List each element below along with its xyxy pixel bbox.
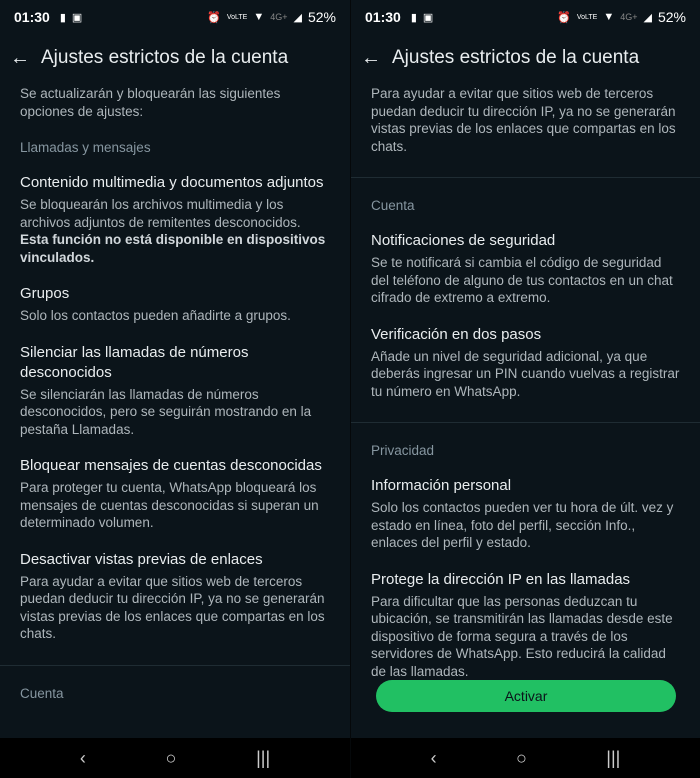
setting-item-personal-info [371, 476, 680, 552]
setting-item-media [20, 173, 330, 266]
setting-item-block-messages [20, 456, 330, 532]
setting-desc: Para ayudar a evitar que sitios web de terceros puedan deducir tu dirección IP, ya no se generarán vistas previas de los enlaces que compartas en los chats. [371, 86, 676, 154]
setting-title: Contenido multimedia y documentos adjuntos [20, 174, 324, 191]
setting-title: Desactivar vistas previas de enlaces [20, 550, 263, 568]
section-account: Cuenta [20, 685, 64, 701]
wifi-icon: ▼ [603, 11, 615, 23]
setting-desc: Se silenciarán las llamadas de números desconocidos, pero se seguirán mostrando en la pestaña Llamadas. [20, 386, 312, 437]
settings-list[interactable] [351, 80, 700, 738]
volte-icon: VoLTE [576, 13, 598, 21]
nav-bar [0, 738, 350, 778]
setting-item-two-step [371, 325, 680, 401]
setting-desc: Para dificultar que las personas deduzcan tu ubicación, se transmitirán las llamadas desde este dispositivo de forma segura a través de los servidores de WhatsApp. Esto reducirá la calidad de las llamadas. [371, 593, 673, 679]
alarm-icon: ⏰ [557, 11, 571, 24]
nav-recents-icon[interactable]: ||| [256, 747, 271, 768]
status-time: 01:30 [365, 9, 401, 25]
screen-icon: ▣ [422, 11, 434, 24]
setting-desc: Añade un nivel de seguridad adicional, ya que deberás ingresar un PIN cuando vuelvas a registrar tu número en WhatsApp. [371, 348, 680, 399]
divider [0, 665, 350, 666]
setting-desc: Se bloquearán los archivos multimedia y los archivos adjuntos de remitentes desconocidos. [20, 197, 301, 230]
right-screen [350, 0, 700, 778]
setting-item-groups [20, 284, 330, 325]
nav-back-icon[interactable]: ‹ [430, 747, 437, 768]
setting-note: Esta función no está disponible en dispositivos vinculados. [20, 232, 326, 265]
setting-desc: Para proteger tu cuenta, WhatsApp bloqueará los mensajes de cuentas desconocidas si superan un determinado volumen. [20, 480, 319, 530]
setting-title: Verificación en dos pasos [371, 325, 542, 343]
setting-title: Silenciar las llamadas de números desconocidos [20, 343, 249, 381]
status-bar [0, 0, 350, 34]
volte-icon: VoLTE [226, 13, 248, 21]
setting-item-protect-ip [371, 570, 680, 681]
nav-recents-icon[interactable]: ||| [606, 747, 621, 768]
button-bar [351, 680, 700, 738]
setting-title: Grupos [20, 285, 70, 302]
setting-item-silence-calls [20, 343, 330, 439]
status-time: 01:30 [14, 9, 50, 25]
nav-home-icon[interactable]: ○ [516, 747, 527, 768]
alarm-icon: ⏰ [207, 11, 221, 24]
page-title: Ajustes estrictos de la cuenta [41, 47, 289, 68]
section-calls-messages: Llamadas y mensajes [20, 140, 151, 155]
setting-title: Información personal [371, 477, 512, 494]
battery-level: 52% [657, 9, 686, 25]
nav-home-icon[interactable]: ○ [165, 747, 177, 768]
signal-icon: ◢ [293, 11, 302, 24]
section-account: Cuenta [371, 198, 415, 213]
activate-button[interactable]: Activar [376, 680, 676, 712]
screen-icon: ▣ [71, 11, 83, 24]
back-arrow-icon[interactable]: ← [361, 46, 381, 69]
section-privacy: Privacidad [371, 443, 435, 458]
setting-desc: Para ayudar a evitar que sitios web de terceros puedan deducir tu dirección IP, ya no se generarán vistas previas de los enlaces que compartas en los chats. [20, 573, 325, 641]
status-bar [351, 0, 700, 34]
signal-icon: ◢ [643, 11, 652, 24]
notification-icon: ▮ [59, 11, 66, 24]
nav-back-icon[interactable]: ‹ [79, 747, 86, 768]
app-header [351, 38, 700, 78]
setting-title: Protege la dirección IP en las llamadas [371, 570, 631, 588]
notification-icon: ▮ [410, 11, 417, 24]
settings-list[interactable] [0, 80, 350, 738]
wifi-icon: ▼ [253, 11, 265, 23]
divider [351, 422, 700, 423]
setting-desc: Se te notificará si cambia el código de seguridad del teléfono de alguno de tus contactos en un chat cifrado de extremo a extremo. [371, 255, 673, 305]
setting-item-security-notifications [371, 231, 680, 307]
setting-desc: Solo los contactos pueden añadirte a grupos. [20, 308, 291, 323]
network-label: 4G+ [620, 12, 638, 22]
page-title: Ajustes estrictos de la cuenta [392, 47, 640, 68]
back-arrow-icon[interactable]: ← [10, 46, 30, 69]
intro-text: Se actualizarán y bloquearán las siguientes opciones de ajustes: [20, 86, 281, 119]
setting-desc: Solo los contactos pueden ver tu hora de últ. vez y estado en línea, foto del perfil, sección Info., enlaces del perfil y estado. [371, 500, 674, 550]
setting-item-link-previews [20, 550, 330, 643]
battery-level: 52% [307, 9, 336, 25]
setting-title: Notificaciones de seguridad [371, 232, 556, 249]
divider [351, 177, 700, 178]
app-header [0, 38, 350, 78]
network-label: 4G+ [270, 12, 288, 22]
nav-bar [351, 738, 700, 778]
setting-title: Bloquear mensajes de cuentas desconocidas [20, 457, 322, 474]
